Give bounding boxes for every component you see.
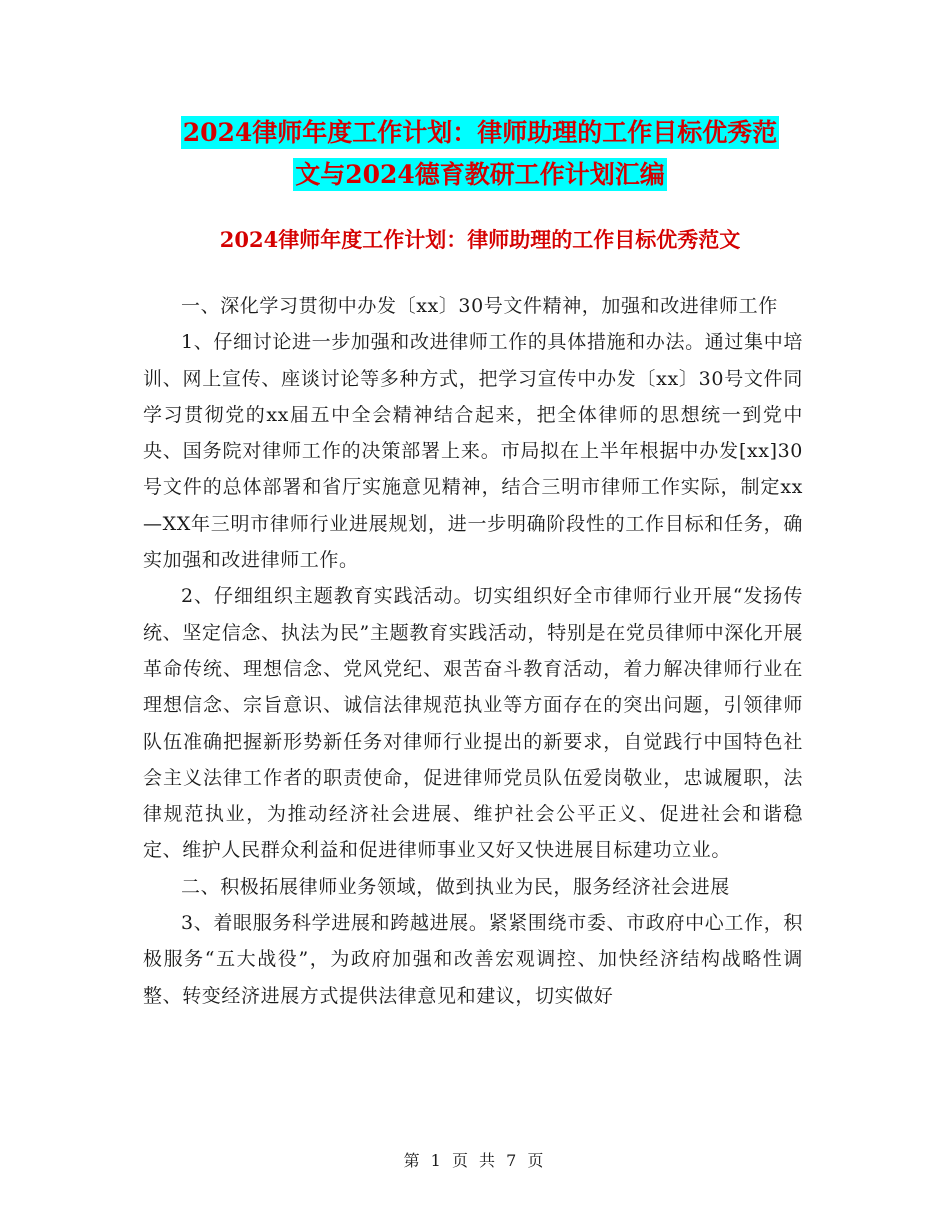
paragraph: 3、着眼服务科学进展和跨越进展。紧紧围绕市委、市政府中心工作，积极服务“五大战役”，为政府加强和改善宏观调控、加快经济结构战略性调整、转变经济进展方式提供法律意见和建议，切实做好 (143, 912, 803, 1007)
paragraph: 2、仔细组织主题教育实践活动。切实组织好全市律师行业开展“发扬传统、坚定信念、执法为民”主题教育实践活动，特别是在党员律师中深化开展革命传统、理想信念、党风党纪、艰苦奋斗教育活动，着力解决律师行业在理想信念、宗旨意识、诚信法律规范执业等方面存在的突出问题，引领律师队伍准确把握新形势新任务对律师行业提出的新要求，自觉践行中国特色社会主义法律工作者的职责使命，促进律师党员队伍爱岗敬业，忠诚履职，法律规范执业，为推动经济社会进展、维护社会公平正义、促进社会和谐稳定、维护人民群众利益和促进律师事业又好又快进展目标建功立业。 (143, 585, 803, 862)
title-line-1: 2024律师年度工作计划：律师助理的工作目标优秀范 (182, 118, 778, 147)
section-title: 2024律师年度工作计划：律师助理的工作目标优秀范文 (219, 227, 741, 252)
document-title (140, 112, 820, 196)
document-body (143, 288, 803, 1014)
title-line-2: 文与2024德育教研工作计划汇编 (295, 160, 665, 189)
paragraph: 一、深化学习贯彻中办发〔xx〕30号文件精神，加强和改进律师工作 (181, 295, 778, 317)
paragraph: 1、仔细讨论进一步加强和改进律师工作的具体措施和办法。通过集中培训、网上宣传、座谈讨论等多种方式，把学习宣传中办发〔xx〕30号文件同学习贯彻党的xx届五中全会精神结合起来，把全体律师的思想统一到党中央、国务院对律师工作的决策部署上来。市局拟在上半年根据中办发[xx]30号文件的总体部署和省厅实施意见精神，结合三明市律师工作实际，制定xx—XX年三明市律师行业进展规划，进一步明确阶段性的工作目标和任务，确实加强和改进律师工作。 (143, 331, 803, 572)
page-footer: 第 1 页 共 7 页 (403, 1151, 547, 1170)
paragraph: 二、积极拓展律师业务领域，做到执业为民，服务经济社会进展 (181, 875, 730, 898)
